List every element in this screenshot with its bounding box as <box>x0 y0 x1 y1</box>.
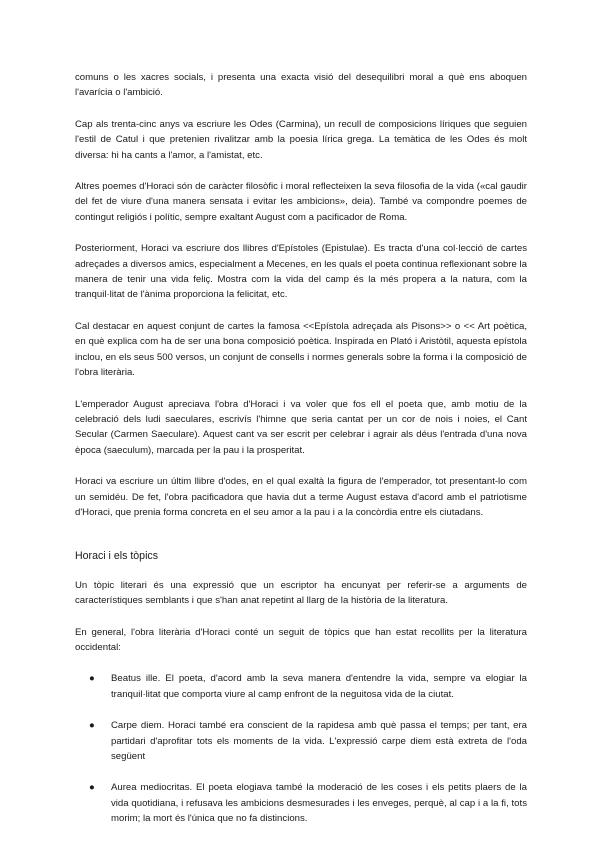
list-item-aurea-mediocritas <box>75 780 527 826</box>
paragraph-topics-intro: En general, l'obra literària d'Horaci conté un seguit de tòpics que han estat recollits per la literatura occidental: <box>75 626 527 653</box>
paragraph-topic-definition: Un tòpic literari és una expressió que un escriptor ha encunyat per referir-se a arguments de característiques semblants i que s'han anat repetint al llarg de la història de la literatura. <box>75 579 527 607</box>
paragraph-satires-end: comuns o les xacres socials, i presenta una exacta visió del desequilibri moral a què ens aboquen l'avarícia o l'ambició. <box>75 72 527 99</box>
section-heading: Horaci i els tòpics <box>75 550 159 563</box>
list-item-text: Carpe diem. Horaci també era conscient de la rapidesa amb què passa el temps; per tant, era partidari d'aprofitar tots els moments de la vida. L'expressió carpe diem està extreta de l'oda següent <box>111 720 527 762</box>
paragraph-ars-poetica: Cal destacar en aquest conjunt de cartes la famosa <<Epístola adreçada als Pisons>> o << Art poètica, en què explica com ha de ser una bona composició poètica. Inspirada en Plató i Aristòtil, aquesta epístola inclou, en els seus 500 versos, un conjunt de consells i normes generals sobre la forma i la composició de l'obra literària. <box>75 320 527 379</box>
topics-list <box>75 671 527 826</box>
paragraph-odes: Cap als trenta-cinc anys va escriure les Odes (Carmina), un recull de composicions líriques que seguien l'estil de Catul i que pretenien rivalitzar amb la poesia lírica grega. La temàtica de les Odes és molt diversa: hi ha cants a l'amor, a l'amistat, etc. <box>75 118 527 161</box>
bullet-icon: ● <box>89 782 95 794</box>
list-item-text: Beatus ille. El poeta, d'acord amb la seva manera d'entendre la vida, sempre va elogiar la tranquil·litat que comporta viure al camp enfront de la neguitosa vida de la ciutat. <box>111 673 527 700</box>
paragraph-philosophical-poems: Altres poemes d'Horaci són de caràcter filosòfic i moral reflecteixen la seva filosofia de la vida («cal gaudir del fet de viure d'una manera sensata i evitar les ambicions», deia). També va compondre poemes de contingut religiós i polític, sempre exaltant August com a pacificador de Roma. <box>75 181 527 223</box>
list-item-carpe-diem <box>75 718 527 764</box>
document-page <box>75 70 527 843</box>
paragraph-last-odes: Horaci va escriure un últim llibre d'odes, en el qual exaltà la figura de l'emperador, tot presentant-lo com un semidéu. De fet, l'obra pacificadora que havia dut a terme August estava d'acord amb el patriotisme d'Horaci, que prenia forma concreta en el seu amor a la pau i a la concòrdia entre els ciutadans. <box>75 476 527 518</box>
paragraph-carmen-saeculare: L'emperador August apreciava l'obra d'Horaci i va voler que fos ell el poeta que, amb motiu de la celebració dels ludi saeculares, escrivís l'himne que seria cantat per un cor de nois i noies, el Cant Secular (Carmen Saeculare). Aquest cant va ser escrit per celebrar i agrair als déus l'entrada d'una nova època (saeculum), marcada per la pau i la prosperitat. <box>75 398 527 456</box>
bullet-icon: ● <box>89 673 95 685</box>
list-item-beatus-ille <box>75 671 527 702</box>
list-item-text: Aurea mediocritas. El poeta elogiava també la moderació de les coses i els petits plaers de la vida quotidiana, i refusava les ambicions desmesurades i les enveges, perquè, al cap i a la fi, tots morim; la mort és l'única que no fa distincions. <box>111 782 527 825</box>
bullet-icon: ● <box>89 720 95 732</box>
paragraph-epistles: Posteriorment, Horaci va escriure dos llibres d'Epístoles (Epistulae). Es tracta d'una col·lecció de cartes adreçades a diversos amics, especialment a Mecenes, en les quals el poeta continua reflexionant sobre la manera de tenir una vida feliç. Mostra com la vida del camp és la més propera a la natura, com la tranquil·litat de l'ànima proporciona la felicitat, etc. <box>75 243 527 301</box>
